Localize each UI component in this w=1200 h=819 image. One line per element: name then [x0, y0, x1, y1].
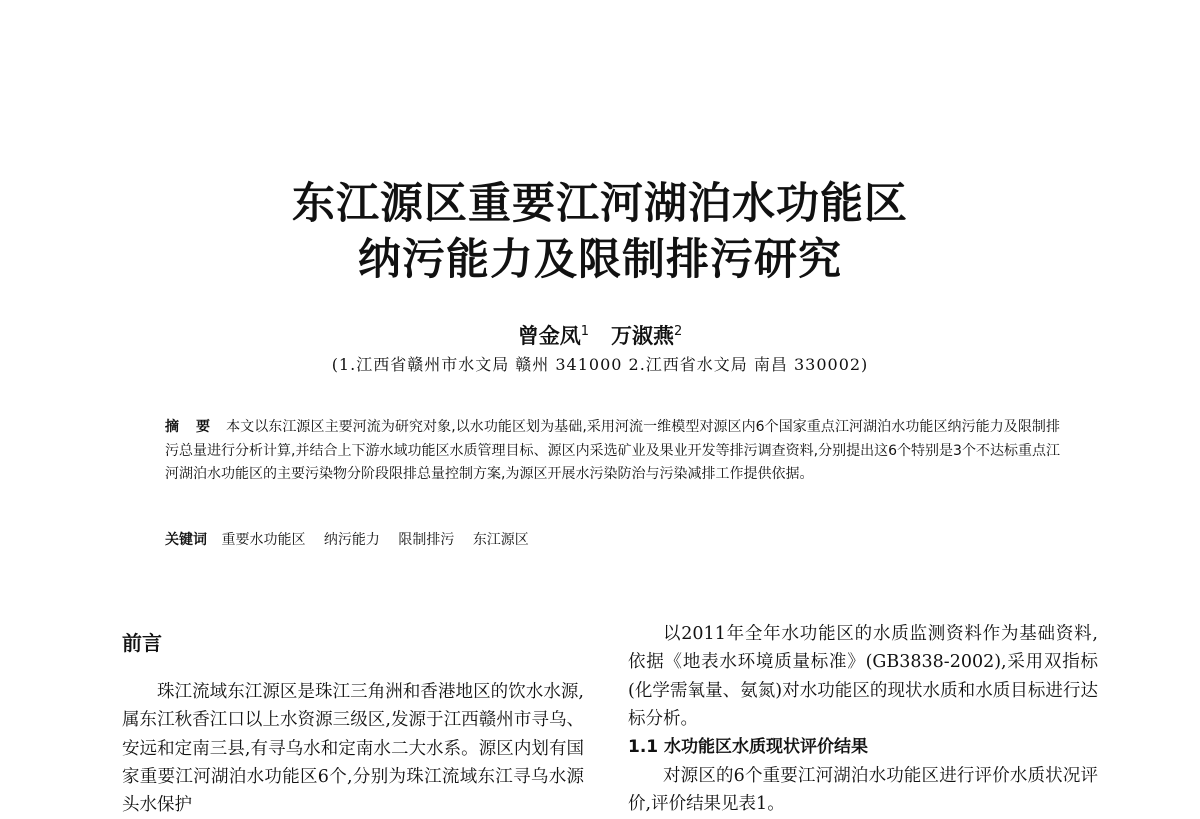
abstract	[165, 416, 1060, 487]
title-line-1: 东江源区重要江河湖泊水功能区	[292, 179, 908, 229]
keyword: 东江源区	[472, 532, 529, 548]
affiliation-mark: 1	[580, 324, 590, 339]
affiliations: (1.江西省赣州市水文局 赣州 341000 2.江西省水文局 南昌 330002)	[331, 355, 869, 374]
right-column	[628, 620, 1098, 819]
affiliation-mark: 2	[673, 324, 683, 339]
left-column	[122, 628, 584, 819]
abstract-label: 摘 要	[165, 419, 217, 435]
keyword: 重要水功能区	[221, 532, 306, 548]
keywords-label: 关键词	[165, 532, 207, 548]
abstract-text: 本文以东江源区主要河流为研究对象,以水功能区划为基础,采用河流一维模型对源区内6个国家重点江河湖泊水功能区纳污能力及限制排污总量进行分析计算,并结合上下游水域功能区水质管理目标、源区内采选矿业及果业开发等排污调查资料,分别提出这6个特别是3个不达标重点江河湖泊水功能区的主要污染物分阶段限排总量控制方案,为源区开展水污染防治与污染减排工作提供依据。	[165, 419, 1061, 482]
author-name: 万淑燕	[610, 324, 674, 348]
body-paragraph: 珠江流域东江源区是珠江三角洲和香港地区的饮水水源,属东江秋香江口以上水资源三级区,发源于江西赣州市寻乌、安远和定南三县,有寻乌水和定南水二大水系。源区内划有国家重要江河湖泊水功能区6个,分别为珠江流域东江寻乌水源头水保护	[122, 682, 584, 816]
subsection-heading: 1.1 水功能区水质现状评价结果	[628, 737, 869, 758]
paper-title	[0, 176, 1200, 288]
keyword: 限制排污	[398, 532, 455, 548]
body-paragraph: 以2011年全年水功能区的水质监测资料作为基础资料,依据《地表水环境质量标准》(GB3838-2002),采用双指标(化学需氧量、氨氮)对水功能区的现状水质和水质目标进行达标分析。	[628, 624, 1098, 729]
author-list	[0, 318, 1200, 350]
body-paragraph: 对源区的6个重要江河湖泊水功能区进行评价水质状况评价,评价结果见表1。	[628, 766, 1098, 815]
title-line-2: 纳污能力及限制排污研究	[358, 235, 842, 285]
keywords	[165, 529, 1060, 552]
author-name: 曾金凤	[517, 324, 581, 348]
keyword: 纳污能力	[323, 532, 380, 548]
section-heading: 前言	[122, 631, 162, 655]
